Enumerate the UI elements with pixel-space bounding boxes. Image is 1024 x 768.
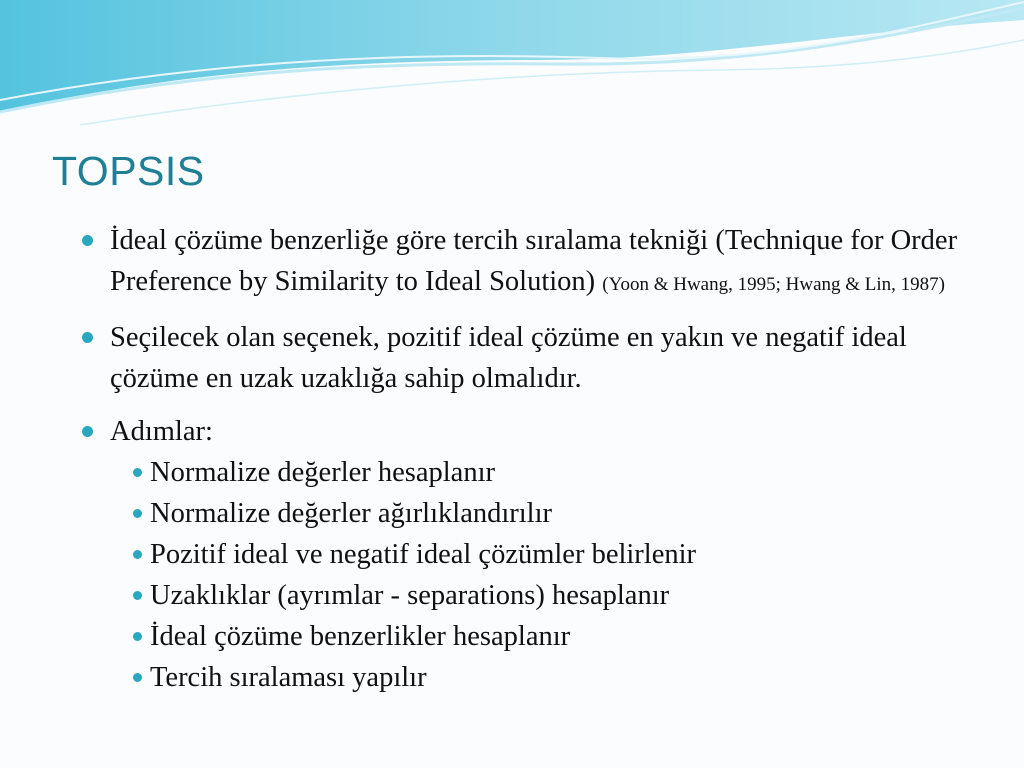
sub-bullet-text: İdeal çözüme benzerlikler hesaplanır	[150, 621, 571, 652]
sub-list-item	[110, 493, 982, 534]
slide-title: TOPSIS	[52, 148, 205, 194]
bullet-icon	[82, 426, 93, 437]
sub-bullet-icon	[133, 509, 142, 518]
sub-bullet-text: Normalize değerler hesaplanır	[150, 457, 495, 488]
list-item	[82, 220, 982, 305]
bullet-icon	[82, 332, 93, 343]
sub-list-item	[110, 452, 982, 493]
list-item	[82, 411, 982, 698]
sub-list-item	[110, 534, 982, 575]
header-wave-decoration	[0, 0, 1024, 130]
bullet-text: Seçilecek olan seçenek, pozitif ideal çözüme en yakın ve negatif ideal çözüme en uzak uzaklığa sahip olmalıdır.	[110, 322, 907, 394]
sub-bullet-text: Tercih sıralaması yapılır	[150, 662, 427, 693]
slide-content	[82, 220, 982, 710]
sub-bullet-text: Pozitif ideal ve negatif ideal çözümler belirlenir	[150, 539, 697, 570]
sub-bullet-icon	[133, 550, 142, 559]
bullet-text: Adımlar:	[110, 416, 213, 447]
list-item	[82, 317, 982, 399]
sub-bullet-text: Uzaklıklar (ayrımlar - separations) hesaplanır	[150, 580, 670, 611]
sub-bullet-icon	[133, 673, 142, 682]
sub-bullet-icon	[133, 468, 142, 477]
sub-list-item	[110, 575, 982, 616]
bullet-icon	[82, 235, 93, 246]
sub-list-item	[110, 616, 982, 657]
sub-bullet-icon	[133, 632, 142, 641]
sub-bullet-icon	[133, 591, 142, 600]
bullet-list	[82, 220, 982, 698]
bullet-text: İdeal çözüme benzerliğe göre tercih sıralama tekniği (Technique for Order Preference by Similarity to Ideal Solution)	[110, 225, 958, 297]
sub-bullet-list	[110, 452, 982, 698]
citation: (Yoon & Hwang, 1995; Hwang & Lin, 1987)	[602, 274, 945, 295]
sub-list-item	[110, 657, 982, 698]
sub-bullet-text: Normalize değerler ağırlıklandırılır	[150, 498, 552, 529]
